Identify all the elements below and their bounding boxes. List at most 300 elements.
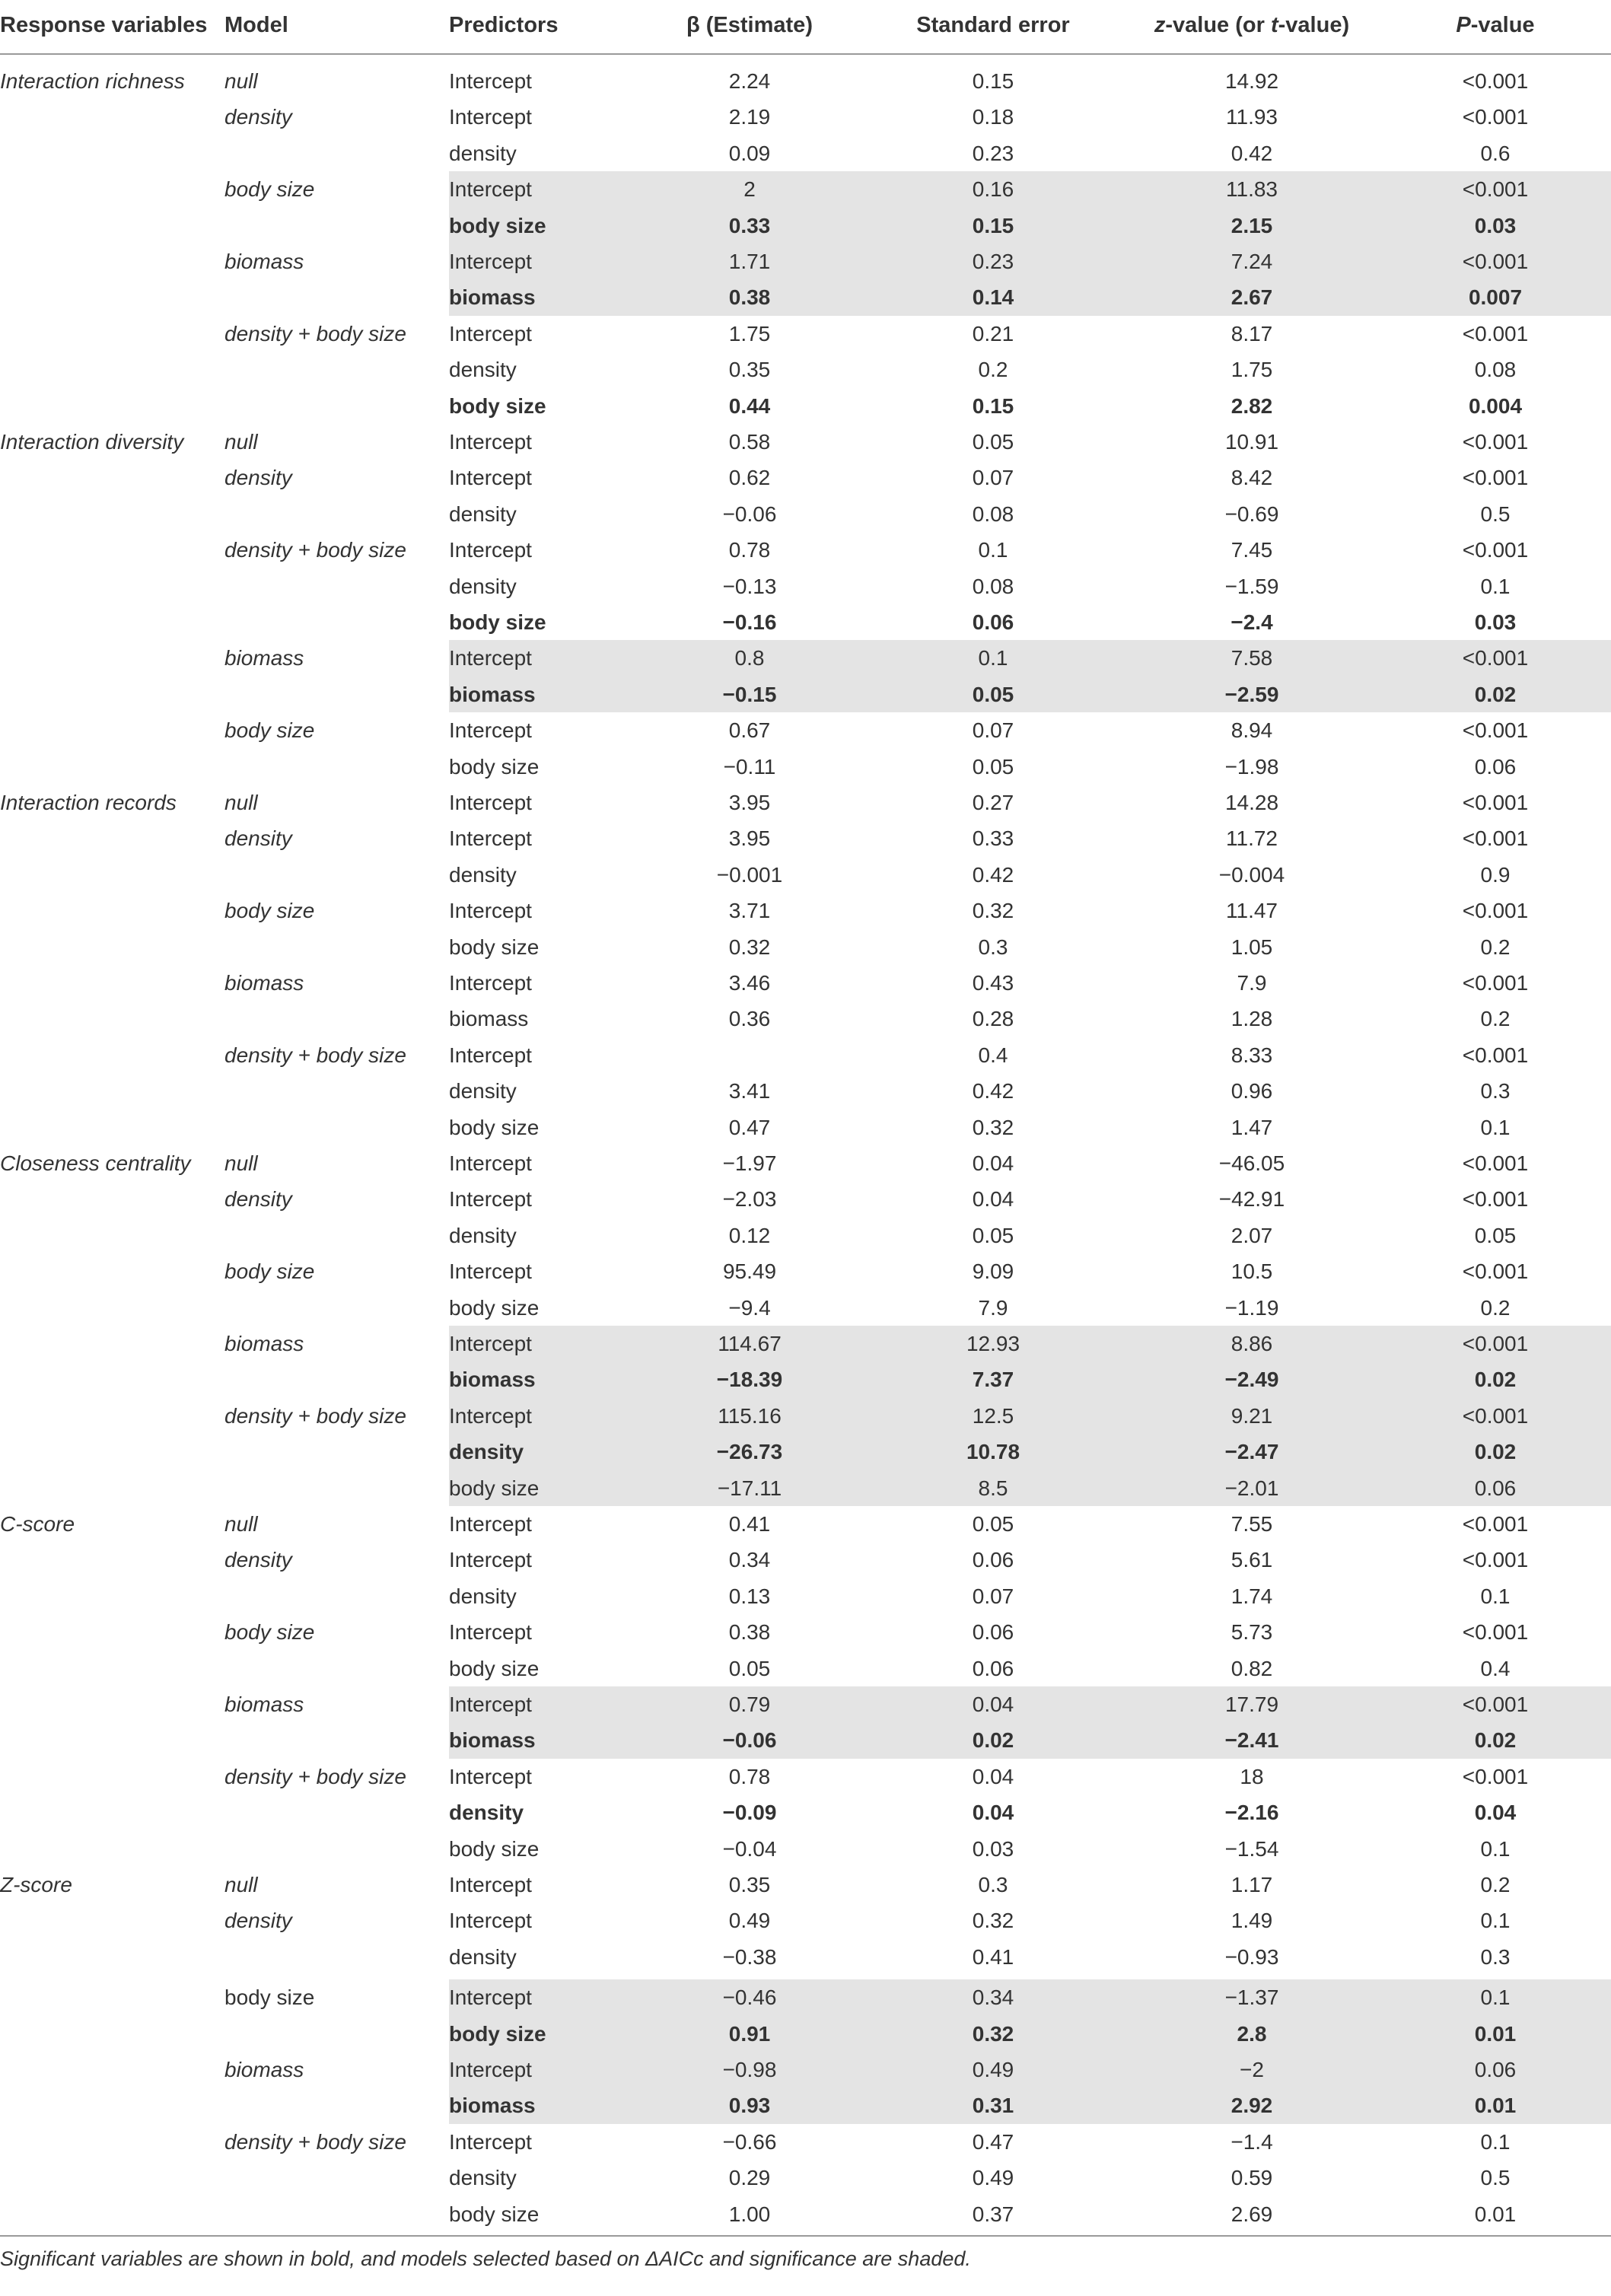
- z-value-cell: −0.93: [1224, 1944, 1279, 1969]
- estimate-cell: 1.75: [728, 321, 771, 346]
- model-cell: density: [224, 826, 292, 851]
- z-value-cell: −2.49: [1224, 1368, 1279, 1392]
- estimate-cell: 3.95: [728, 826, 771, 851]
- table-row: [0, 2124, 1611, 2160]
- model-cell: density + body size: [224, 1764, 406, 1788]
- predictor-cell: body size: [449, 213, 546, 237]
- predictor-cell: body size: [449, 1656, 540, 1680]
- z-value-cell: −46.05: [1218, 1151, 1285, 1175]
- table-row: [0, 424, 1611, 460]
- estimate-cell: 1.00: [728, 2202, 771, 2226]
- predictor-cell: Intercept: [449, 1151, 532, 1175]
- z-value-cell: −2: [1240, 2058, 1264, 2081]
- z-value-cell: −2.01: [1224, 1476, 1279, 1500]
- predictor-cell: Intercept: [449, 1873, 532, 1896]
- predictor-cell: biomass: [449, 1728, 536, 1753]
- standard-error-cell: 0.23: [972, 141, 1014, 165]
- z-value-cell: −2.59: [1224, 682, 1279, 706]
- response-cell: C-score: [0, 1512, 75, 1536]
- response-cell: Interaction records: [0, 791, 177, 814]
- p-value-cell: 0.4: [1480, 1656, 1511, 1680]
- model-cell: body size: [224, 1259, 315, 1284]
- estimate-cell: 95.49: [722, 1259, 777, 1284]
- standard-error-cell: 0.27: [972, 791, 1014, 814]
- predictor-cell: Intercept: [449, 466, 532, 490]
- estimate-cell: 0.49: [728, 1909, 771, 1933]
- p-value-cell: 0.2: [1480, 1295, 1511, 1320]
- table-row: [0, 749, 1611, 785]
- standard-error-cell: 0.41: [972, 1944, 1014, 1969]
- table-row: [0, 1759, 1611, 1794]
- predictor-cell: Intercept: [449, 1403, 532, 1428]
- p-value-cell: 0.9: [1480, 862, 1511, 887]
- header-p-suffix: -value: [1470, 13, 1535, 37]
- response-cell: Z-score: [0, 1873, 72, 1896]
- estimate-cell: 0.44: [728, 393, 771, 418]
- z-value-cell: 10.91: [1224, 430, 1279, 454]
- z-value-cell: −1.4: [1231, 2129, 1273, 2154]
- table-row: [0, 1037, 1611, 1073]
- standard-error-cell: 0.06: [972, 1656, 1014, 1680]
- estimate-cell: −0.06: [722, 1728, 777, 1753]
- estimate-cell: 0.34: [728, 1548, 771, 1572]
- p-value-cell: <0.001: [1462, 430, 1529, 454]
- standard-error-cell: 7.9: [978, 1295, 1008, 1320]
- estimate-cell: 0.93: [728, 2094, 771, 2118]
- z-value-cell: 1.05: [1231, 935, 1273, 959]
- z-value-cell: 8.94: [1231, 718, 1273, 743]
- estimate-cell: 0.78: [728, 1764, 771, 1788]
- p-value-cell: <0.001: [1462, 105, 1529, 129]
- p-value-cell: 0.03: [1474, 610, 1517, 634]
- standard-error-cell: 0.06: [972, 610, 1014, 634]
- standard-error-cell: 0.18: [972, 105, 1014, 129]
- table-row: [0, 1398, 1611, 1434]
- standard-error-cell: 0.14: [972, 285, 1014, 310]
- estimate-cell: −0.15: [722, 682, 777, 706]
- table-row: [0, 857, 1611, 893]
- z-value-cell: 2.92: [1231, 2094, 1273, 2118]
- p-value-cell: 0.02: [1474, 1440, 1517, 1464]
- model-cell: density: [224, 1187, 292, 1212]
- standard-error-cell: 0.28: [972, 1007, 1014, 1031]
- z-value-cell: 10.5: [1231, 1259, 1273, 1284]
- standard-error-cell: 0.05: [972, 1512, 1014, 1536]
- header-standard-error: Standard error: [916, 13, 1070, 37]
- standard-error-cell: 0.08: [972, 574, 1014, 598]
- standard-error-cell: 0.1: [978, 538, 1008, 562]
- standard-error-cell: 0.05: [972, 754, 1014, 779]
- response-cell: Interaction richness: [0, 69, 185, 93]
- estimate-cell: 0.12: [728, 1223, 771, 1247]
- predictor-cell: biomass: [449, 285, 536, 310]
- predictor-cell: biomass: [449, 1007, 529, 1031]
- table-row: [0, 244, 1611, 279]
- z-value-cell: 0.82: [1231, 1656, 1273, 1680]
- table-row: [0, 929, 1611, 965]
- predictor-cell: density: [449, 2166, 517, 2190]
- p-value-cell: <0.001: [1462, 1764, 1529, 1788]
- z-value-cell: 2.69: [1231, 2202, 1273, 2226]
- standard-error-cell: 0.32: [972, 899, 1014, 923]
- p-value-cell: <0.001: [1462, 1548, 1529, 1572]
- estimate-cell: 0.47: [728, 1115, 771, 1139]
- estimate-cell: −2.03: [722, 1187, 777, 1212]
- z-value-cell: 7.24: [1231, 250, 1273, 273]
- model-cell: null: [224, 1151, 258, 1175]
- header-p-italic: P: [1456, 13, 1471, 37]
- estimate-cell: 0.67: [728, 718, 771, 743]
- standard-error-cell: 0.32: [972, 1115, 1014, 1139]
- predictor-cell: Intercept: [449, 1043, 532, 1067]
- table-row: [0, 893, 1611, 928]
- table-row: [0, 1290, 1611, 1326]
- standard-error-cell: 0.08: [972, 502, 1014, 526]
- p-value-cell: 0.3: [1480, 1079, 1511, 1103]
- estimate-cell: 3.71: [728, 899, 771, 923]
- table-row: [0, 1542, 1611, 1578]
- z-value-cell: −1.98: [1224, 754, 1279, 779]
- table-row: [0, 1722, 1611, 1758]
- p-value-cell: 0.01: [1474, 2202, 1517, 2226]
- header-t-italic: t: [1270, 13, 1278, 37]
- z-value-cell: 8.86: [1231, 1332, 1273, 1355]
- estimate-cell: 3.95: [728, 791, 771, 814]
- p-value-cell: 0.1: [1480, 574, 1511, 598]
- estimate-cell: 0.05: [728, 1656, 771, 1680]
- predictor-cell: body size: [449, 1476, 540, 1500]
- standard-error-cell: 0.02: [972, 1728, 1014, 1753]
- p-value-cell: 0.2: [1480, 1873, 1511, 1896]
- z-value-cell: 11.93: [1226, 105, 1278, 129]
- z-value-cell: 7.55: [1231, 1512, 1273, 1536]
- z-value-cell: 7.45: [1231, 538, 1273, 562]
- header-z-middle: -value (or: [1165, 13, 1271, 37]
- z-value-cell: 18: [1240, 1764, 1264, 1788]
- z-value-cell: 11.72: [1226, 826, 1278, 851]
- z-value-cell: −2.16: [1224, 1801, 1279, 1825]
- z-value-cell: 2.07: [1231, 1223, 1273, 1247]
- table-row: [0, 352, 1611, 387]
- estimate-cell: 2.19: [728, 105, 771, 129]
- standard-error-cell: 10.78: [966, 1440, 1020, 1464]
- z-value-cell: 5.73: [1231, 1620, 1273, 1645]
- table-row: [0, 568, 1611, 604]
- estimate-cell: 0.09: [728, 141, 771, 165]
- predictor-cell: density: [449, 1801, 524, 1825]
- standard-error-cell: 0.3: [978, 1873, 1008, 1896]
- z-value-cell: 1.17: [1231, 1873, 1273, 1896]
- estimate-cell: −0.16: [722, 610, 777, 634]
- table-row: [0, 1181, 1611, 1217]
- p-value-cell: <0.001: [1462, 177, 1529, 202]
- table-row: [0, 496, 1611, 532]
- predictor-cell: Intercept: [449, 1259, 532, 1284]
- z-value-cell: 0.42: [1231, 141, 1273, 165]
- estimate-cell: 0.8: [734, 646, 765, 670]
- predictor-cell: density: [449, 358, 517, 382]
- header-p-value: [1404, 13, 1587, 38]
- predictor-cell: Intercept: [449, 899, 532, 923]
- model-cell: density + body size: [224, 1043, 406, 1067]
- model-cell: density: [224, 466, 292, 490]
- standard-error-cell: 0.04: [972, 1764, 1014, 1788]
- standard-error-cell: 0.04: [972, 1151, 1014, 1175]
- estimate-cell: 115.16: [718, 1403, 782, 1428]
- table-row: [0, 2160, 1611, 2196]
- p-value-cell: <0.001: [1462, 646, 1529, 670]
- table-row: [0, 785, 1611, 820]
- model-cell: biomass: [224, 646, 304, 670]
- p-value-cell: <0.001: [1462, 1512, 1529, 1536]
- predictor-cell: body size: [449, 393, 546, 418]
- p-value-cell: 0.02: [1474, 682, 1517, 706]
- model-cell: null: [224, 1873, 258, 1896]
- standard-error-cell: 0.05: [972, 1223, 1014, 1247]
- p-value-cell: <0.001: [1462, 791, 1529, 814]
- table-row: [0, 1470, 1611, 1506]
- table-header: [0, 0, 1611, 53]
- predictor-cell: body size: [449, 2202, 540, 2226]
- table-row: [0, 532, 1611, 568]
- standard-error-cell: 0.31: [972, 2094, 1014, 2118]
- estimate-cell: −0.04: [722, 1836, 777, 1861]
- z-value-cell: 2.8: [1237, 2021, 1267, 2046]
- z-value-cell: 14.92: [1224, 69, 1279, 93]
- z-value-cell: −2.4: [1231, 610, 1273, 634]
- table-row: [0, 1434, 1611, 1470]
- p-value-cell: 0.03: [1474, 213, 1517, 237]
- z-value-cell: −0.69: [1224, 502, 1279, 526]
- model-cell: body size: [224, 718, 315, 743]
- predictor-cell: body size: [449, 935, 540, 959]
- table-row: [0, 135, 1611, 171]
- predictor-cell: Intercept: [449, 177, 532, 202]
- table-row: [0, 604, 1611, 640]
- table-row: [0, 1578, 1611, 1614]
- header-rule: [0, 53, 1611, 55]
- standard-error-cell: 0.34: [972, 1986, 1014, 2010]
- header-response: Response variables: [0, 13, 208, 37]
- model-cell: density + body size: [224, 321, 406, 346]
- standard-error-cell: 0.07: [972, 718, 1014, 743]
- estimate-cell: 0.32: [728, 935, 771, 959]
- estimate-cell: −0.46: [722, 1986, 777, 2010]
- z-value-cell: 9.21: [1231, 1403, 1273, 1428]
- estimate-cell: −17.11: [717, 1476, 782, 1500]
- predictor-cell: Intercept: [449, 69, 532, 93]
- p-value-cell: 0.06: [1474, 1476, 1517, 1500]
- estimate-cell: −0.66: [722, 2129, 777, 2154]
- table-row: [0, 712, 1611, 748]
- z-value-cell: 7.58: [1231, 646, 1273, 670]
- estimate-cell: 0.33: [728, 213, 771, 237]
- p-value-cell: 0.01: [1474, 2094, 1517, 2118]
- p-value-cell: <0.001: [1462, 538, 1529, 562]
- predictor-cell: Intercept: [449, 538, 532, 562]
- table-row: [0, 2016, 1611, 2052]
- table-row: [0, 1361, 1611, 1397]
- header-z-suffix: -value): [1278, 13, 1350, 37]
- z-value-cell: 11.83: [1226, 177, 1278, 202]
- p-value-cell: <0.001: [1462, 250, 1529, 273]
- estimate-cell: 0.13: [728, 1584, 771, 1608]
- standard-error-cell: 0.15: [972, 69, 1014, 93]
- p-value-cell: <0.001: [1462, 1332, 1529, 1355]
- predictor-cell: Intercept: [449, 2129, 532, 2154]
- estimate-cell: −18.39: [716, 1368, 783, 1392]
- table-row: [0, 1903, 1611, 1938]
- header-z-italic: z: [1154, 13, 1166, 37]
- estimate-cell: −0.13: [722, 574, 777, 598]
- p-value-cell: <0.001: [1462, 1151, 1529, 1175]
- header-predictors: Predictors: [449, 13, 559, 37]
- table-row: [0, 1073, 1611, 1109]
- p-value-cell: 0.1: [1480, 1986, 1511, 2010]
- z-value-cell: 7.9: [1237, 971, 1267, 995]
- p-value-cell: <0.001: [1462, 718, 1529, 743]
- z-value-cell: 2.15: [1231, 213, 1273, 237]
- predictor-cell: biomass: [449, 1368, 536, 1392]
- p-value-cell: 0.06: [1474, 754, 1517, 779]
- z-value-cell: 1.28: [1231, 1007, 1273, 1031]
- standard-error-cell: 0.04: [972, 1693, 1014, 1716]
- z-value-cell: 0.59: [1231, 2166, 1273, 2190]
- estimate-cell: −0.38: [722, 1944, 777, 1969]
- model-cell: null: [224, 1512, 258, 1536]
- table-row: [0, 640, 1611, 676]
- model-cell: density: [224, 105, 292, 129]
- estimate-cell: 0.35: [728, 1873, 771, 1896]
- predictor-cell: Intercept: [449, 1332, 532, 1355]
- table-row: [0, 1651, 1611, 1686]
- z-value-cell: 8.42: [1231, 466, 1273, 490]
- z-value-cell: 17.79: [1224, 1693, 1279, 1716]
- standard-error-cell: 9.09: [972, 1259, 1014, 1284]
- z-value-cell: 1.74: [1231, 1584, 1273, 1608]
- standard-error-cell: 0.15: [972, 393, 1014, 418]
- estimate-cell: 0.58: [728, 430, 771, 454]
- predictor-cell: Intercept: [449, 718, 532, 743]
- z-value-cell: −1.54: [1224, 1836, 1279, 1861]
- bottom-rule: [0, 2235, 1611, 2237]
- model-cell: density + body size: [224, 2129, 406, 2154]
- predictor-cell: Intercept: [449, 826, 532, 851]
- standard-error-cell: 0.23: [972, 250, 1014, 273]
- estimate-cell: 1.71: [728, 250, 771, 273]
- standard-error-cell: 0.42: [972, 862, 1014, 887]
- estimate-cell: −0.98: [722, 2058, 777, 2081]
- p-value-cell: <0.001: [1462, 1187, 1529, 1212]
- estimate-cell: 0.38: [728, 1620, 771, 1645]
- model-cell: density + body size: [224, 1403, 406, 1428]
- estimate-cell: 3.46: [728, 971, 771, 995]
- standard-error-cell: 0.32: [972, 1909, 1014, 1933]
- table-row: [0, 820, 1611, 856]
- z-value-cell: 1.49: [1231, 1909, 1273, 1933]
- estimate-cell: 0.38: [728, 285, 771, 310]
- z-value-cell: 0.96: [1231, 1079, 1273, 1103]
- model-cell: body size: [224, 1620, 315, 1645]
- standard-error-cell: 0.4: [978, 1043, 1008, 1067]
- p-value-cell: 0.004: [1468, 393, 1523, 418]
- z-value-cell: 8.33: [1231, 1043, 1273, 1067]
- p-value-cell: 0.2: [1480, 935, 1511, 959]
- standard-error-cell: 0.47: [972, 2129, 1014, 2154]
- z-value-cell: −42.91: [1218, 1187, 1285, 1212]
- estimate-cell: 2: [743, 177, 756, 202]
- standard-error-cell: 12.5: [972, 1403, 1014, 1428]
- estimate-cell: −9.4: [728, 1295, 771, 1320]
- table-row: [0, 316, 1611, 352]
- standard-error-cell: 8.5: [978, 1476, 1008, 1500]
- p-value-cell: 0.1: [1480, 1909, 1511, 1933]
- table-row: [0, 1794, 1611, 1830]
- standard-error-cell: 0.04: [972, 1187, 1014, 1212]
- predictor-cell: Intercept: [449, 250, 532, 273]
- standard-error-cell: 0.3: [978, 935, 1008, 959]
- p-value-cell: <0.001: [1462, 69, 1529, 93]
- table-row: [0, 1979, 1611, 2015]
- standard-error-cell: 0.32: [972, 2021, 1014, 2046]
- predictor-cell: Intercept: [449, 2058, 532, 2081]
- standard-error-cell: 0.37: [972, 2202, 1014, 2226]
- z-value-cell: 2.82: [1231, 393, 1273, 418]
- predictor-cell: Intercept: [449, 1909, 532, 1933]
- table-row: [0, 2087, 1611, 2123]
- header-model: Model: [224, 13, 288, 37]
- standard-error-cell: 0.21: [972, 321, 1014, 346]
- standard-error-cell: 0.07: [972, 466, 1014, 490]
- estimate-cell: 0.29: [728, 2166, 771, 2190]
- standard-error-cell: 0.03: [972, 1836, 1014, 1861]
- table-row: [0, 1001, 1611, 1037]
- table-row: [0, 99, 1611, 135]
- estimate-cell: −26.73: [716, 1440, 783, 1464]
- predictor-cell: Intercept: [449, 1764, 532, 1788]
- standard-error-cell: 0.05: [972, 682, 1014, 706]
- estimate-cell: 0.78: [728, 538, 771, 562]
- model-cell: body size: [224, 177, 315, 202]
- estimate-cell: −0.11: [723, 754, 776, 779]
- standard-error-cell: 0.1: [978, 646, 1008, 670]
- predictor-cell: Intercept: [449, 1548, 532, 1572]
- table-row: [0, 2196, 1611, 2232]
- predictor-cell: biomass: [449, 682, 536, 706]
- standard-error-cell: 0.33: [972, 826, 1014, 851]
- response-cell: Closeness centrality: [0, 1151, 191, 1175]
- table-row: [0, 1253, 1611, 1289]
- predictor-cell: density: [449, 1584, 517, 1608]
- estimate-cell: −0.09: [722, 1801, 777, 1825]
- z-value-cell: −0.004: [1218, 862, 1285, 887]
- model-cell: density + body size: [224, 538, 406, 562]
- p-value-cell: 0.5: [1480, 502, 1511, 526]
- z-value-cell: 1.47: [1231, 1115, 1273, 1139]
- p-value-cell: 0.05: [1474, 1223, 1517, 1247]
- table-row: [0, 965, 1611, 1001]
- table-row: [0, 1939, 1611, 1975]
- p-value-cell: 0.01: [1474, 2021, 1517, 2046]
- estimate-cell: −0.001: [716, 862, 783, 887]
- model-cell: biomass: [224, 971, 304, 995]
- p-value-cell: 0.007: [1468, 285, 1523, 310]
- model-cell: biomass: [224, 1693, 304, 1716]
- standard-error-cell: 0.07: [972, 1584, 1014, 1608]
- p-value-cell: <0.001: [1462, 1403, 1529, 1428]
- table-row: [0, 1686, 1611, 1722]
- table-row: [0, 1145, 1611, 1181]
